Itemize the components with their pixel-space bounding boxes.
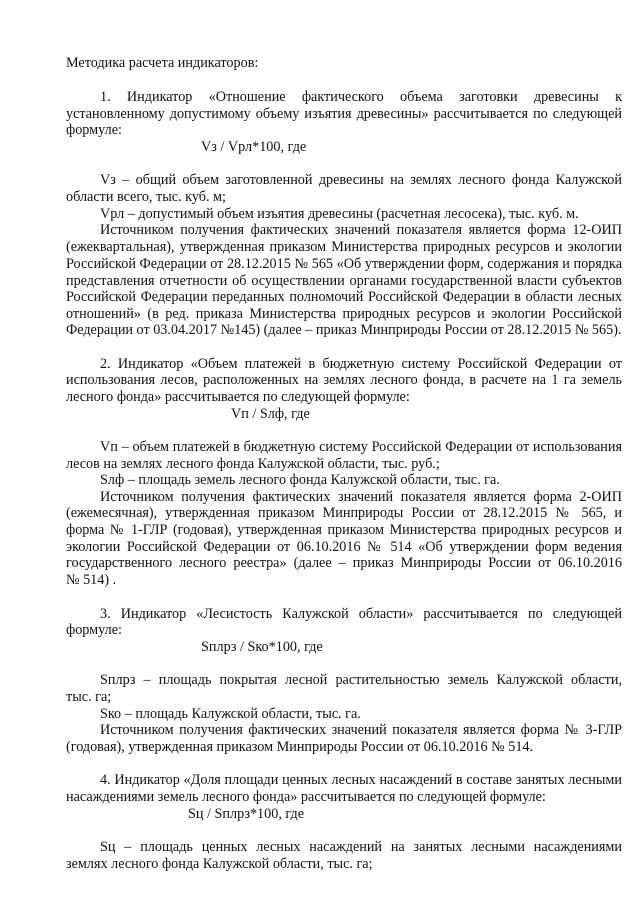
indicator-1-def-1a: Vз – общий объем заготовленной древесины на землях лесного фонда Калужской bbox=[100, 172, 622, 188]
indicator-3-source-2: (годовая), утвержденная приказом Минприроды России от 06.10.2016 № 514. bbox=[66, 739, 534, 755]
indicator-2-source-2: (ежемесячная), утвержденная приказом Минприроды России от 28.12.2015 № 565, и bbox=[66, 505, 622, 521]
indicator-3-source-1: Источником получения фактических значений показателя является форма № 3-ГЛР bbox=[100, 722, 622, 738]
indicator-1-source-1: Источником получения фактических значений показателя является форма 12-ОИП bbox=[100, 222, 622, 238]
indicator-1-formula: Vз / Vрл*100, где bbox=[201, 139, 307, 155]
indicator-1-source-6: отношений» (в ред. приказа Министерства природных ресурсов и экологии Российской bbox=[66, 306, 622, 322]
indicator-1-def-2: Vрл – допустимый объем изъятия древесины (расчетная лесосека), тыс. куб. м. bbox=[100, 206, 579, 222]
indicator-1-source-4: представления отчетности об осуществлении органами государственной власти субъектов bbox=[66, 273, 622, 289]
indicator-2-def-2: Sлф – площадь земель лесного фонда Калужской области, тыс. га. bbox=[100, 472, 500, 488]
indicator-1-line-1: 1. Индикатор «Отношение фактического объема заготовки древесины к bbox=[100, 89, 622, 105]
indicator-2-line-3: лесного фонда» рассчитывается по следующей формуле: bbox=[66, 389, 410, 405]
indicator-4-def-1b: землях лесного фонда Калужской области, тыс. га; bbox=[66, 856, 373, 872]
indicator-2-source-3: форма № 1-ГЛР (годовая), утвержденная приказом Министерства природных ресурсов и bbox=[66, 522, 622, 538]
indicator-3-formula: Sплрз / Sко*100, где bbox=[201, 639, 323, 655]
document-heading: Методика расчета индикаторов: bbox=[66, 55, 259, 71]
indicator-2-source-1: Источником получения фактических значений показателя является форма 2-ОИП bbox=[100, 489, 622, 505]
indicator-4-line-2: насаждениями земель лесного фонда» рассчитывается по следующей формуле: bbox=[66, 789, 546, 805]
indicator-1-source-2: (ежеквартальная), утвержденная приказом Министерства природных ресурсов и экологии bbox=[66, 239, 622, 255]
indicator-3-def-1b: тыс. га; bbox=[66, 689, 112, 705]
indicator-4-formula: Sц / Sплрз*100, где bbox=[188, 806, 305, 822]
indicator-2-def-1b: лесов на землях лесного фонда Калужской области, тыс. руб.; bbox=[66, 456, 440, 472]
indicator-2-line-2: использования лесов, расположенных на землях лесного фонда, в расчете на 1 га земель bbox=[66, 372, 622, 388]
indicator-1-line-2: установленному допустимому объему изъятия древесины» рассчитывается по следующей bbox=[66, 106, 622, 122]
indicator-3-line-1: 3. Индикатор «Лесистость Калужской области» рассчитывается по следующей bbox=[100, 606, 622, 622]
indicator-2-source-4: экологии Российской Федерации от 06.10.2016 № 514 «Об утверждении форм ведения bbox=[66, 539, 622, 555]
indicator-4-line-1: 4. Индикатор «Доля площади ценных лесных насаждений в составе занятых лесными bbox=[100, 772, 622, 788]
indicator-4-def-1a: Sц – площадь ценных лесных насаждений на занятых лесными насаждениями bbox=[100, 839, 622, 855]
indicator-2-def-1a: Vп – объем платежей в бюджетную систему Российской Федерации от использования bbox=[100, 439, 622, 455]
indicator-1-line-3: формуле: bbox=[66, 122, 122, 138]
indicator-2-line-1: 2. Индикатор «Объем платежей в бюджетную систему Российской Федерации от bbox=[100, 356, 622, 372]
indicator-2-formula: Vп / Sлф, где bbox=[231, 406, 310, 422]
indicator-2-source-6: № 514) . bbox=[66, 572, 117, 588]
indicator-1-source-5: Российской Федерации переданных полномочий Российской Федерации в области лесных bbox=[66, 289, 622, 305]
indicator-1-source-3: Российской Федерации от 28.12.2015 № 565 «Об утверждении форм, содержания и порядка bbox=[66, 256, 622, 272]
indicator-2-source-5: государственного лесного реестра» (далее – приказ Минприроды России от 06.10.2016 bbox=[66, 555, 622, 571]
indicator-3-line-2: формуле: bbox=[66, 622, 122, 638]
indicator-3-def-2: Sко – площадь Калужской области, тыс. га. bbox=[100, 706, 361, 722]
indicator-3-def-1a: Sплрз – площадь покрытая лесной растительностью земель Калужской области, bbox=[100, 672, 622, 688]
indicator-1-def-1b: области всего, тыс. куб. м; bbox=[66, 189, 226, 205]
indicator-1-source-7: Федерации от 03.04.2017 №145) (далее – приказ Минприроды России от 28.12.2015 № 565). bbox=[66, 322, 622, 338]
